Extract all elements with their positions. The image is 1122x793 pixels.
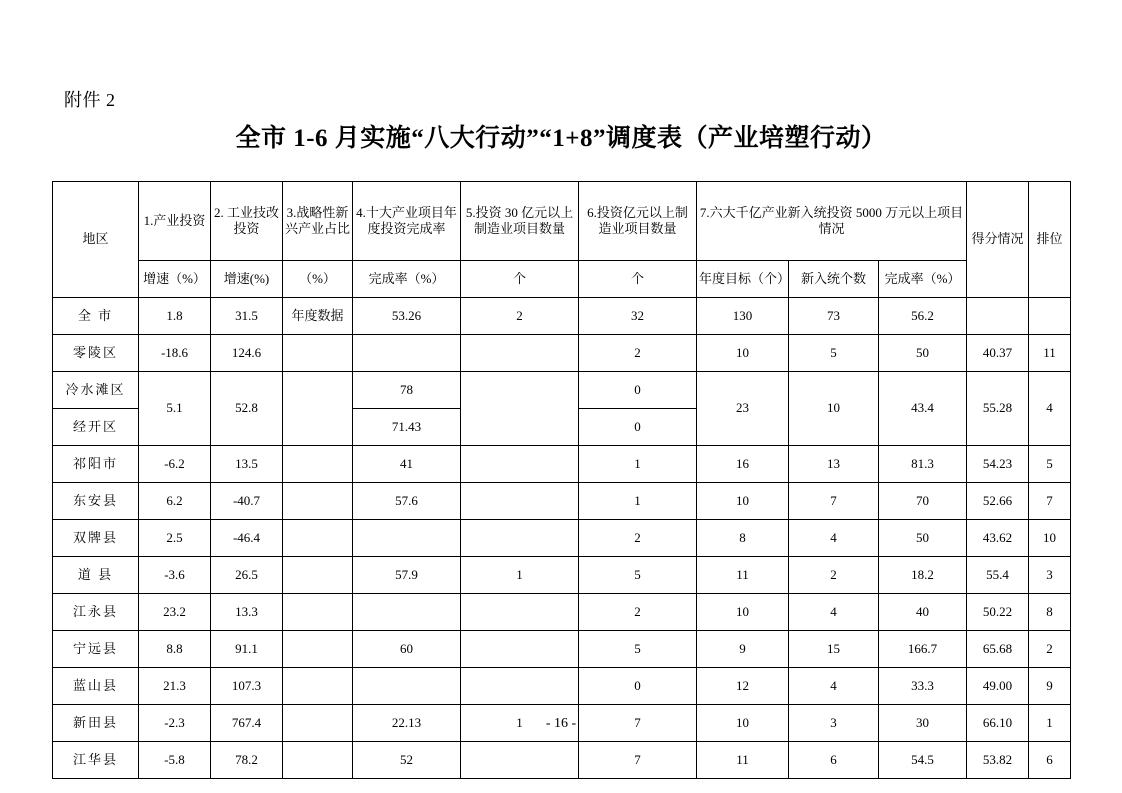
row-c4: 57.9: [353, 557, 461, 594]
row-c2: 124.6: [211, 335, 283, 372]
row-c4: [353, 668, 461, 705]
row-c4: [353, 520, 461, 557]
schedule-table: [52, 181, 1071, 779]
table-header-unit-row: [53, 261, 1071, 298]
row-c5: [461, 631, 579, 668]
row-c6: 0: [579, 372, 697, 409]
row-c2: 52.8: [211, 372, 283, 446]
table-row: [53, 298, 1071, 335]
table-row: [53, 594, 1071, 631]
row-c7: 11: [697, 742, 789, 779]
row-c3: [283, 446, 353, 483]
row-c8: 6: [789, 742, 879, 779]
table-row: [53, 446, 1071, 483]
row-c1: 2.5: [139, 520, 211, 557]
table-row: [53, 631, 1071, 668]
row-c2: 107.3: [211, 668, 283, 705]
row-c9: 166.7: [879, 631, 967, 668]
row-c1: 1.8: [139, 298, 211, 335]
row-region: 经开区: [53, 409, 139, 446]
row-score: 55.4: [967, 557, 1029, 594]
row-c1: -2.3: [139, 705, 211, 742]
row-c7: 9: [697, 631, 789, 668]
row-region: 道 县: [53, 557, 139, 594]
row-c4: [353, 335, 461, 372]
row-score: 52.66: [967, 483, 1029, 520]
row-c3: [283, 631, 353, 668]
row-c6: 0: [579, 668, 697, 705]
schedule-table-wrapper: [52, 181, 1070, 779]
row-score: 55.28: [967, 372, 1029, 446]
row-c6: 7: [579, 705, 697, 742]
row-c6: 32: [579, 298, 697, 335]
row-rank: 3: [1029, 557, 1071, 594]
row-c9: 43.4: [879, 372, 967, 446]
row-rank: 2: [1029, 631, 1071, 668]
row-c7: 10: [697, 335, 789, 372]
row-c5: 1: [461, 557, 579, 594]
row-c8: 4: [789, 520, 879, 557]
row-c8: 7: [789, 483, 879, 520]
header-col-5: 5.投资 30 亿元以上制造业项目数量: [461, 182, 579, 261]
row-rank: 10: [1029, 520, 1071, 557]
header-unit-6: 个: [579, 261, 697, 298]
row-c3: [283, 520, 353, 557]
header-unit-8: 新入统个数: [789, 261, 879, 298]
row-region: 江永县: [53, 594, 139, 631]
row-c3: [283, 594, 353, 631]
row-c2: 767.4: [211, 705, 283, 742]
row-c3: [283, 483, 353, 520]
row-c5: [461, 742, 579, 779]
row-rank: 4: [1029, 372, 1071, 446]
row-c5: [461, 668, 579, 705]
table-row: [53, 372, 1071, 409]
row-rank: [1029, 298, 1071, 335]
row-region: 冷水滩区: [53, 372, 139, 409]
row-region: 全 市: [53, 298, 139, 335]
row-c3: [283, 742, 353, 779]
row-c4: 60: [353, 631, 461, 668]
row-c1: -3.6: [139, 557, 211, 594]
row-c8: 2: [789, 557, 879, 594]
row-c6: 2: [579, 335, 697, 372]
header-col-2: 2. 工业技改投资: [211, 182, 283, 261]
row-c6: 0: [579, 409, 697, 446]
row-region: 宁远县: [53, 631, 139, 668]
header-rank: 排位: [1029, 182, 1071, 298]
header-unit-3: （%）: [283, 261, 353, 298]
row-c1: 23.2: [139, 594, 211, 631]
table-row: [53, 668, 1071, 705]
table-header-main-row: [53, 182, 1071, 261]
row-c1: 5.1: [139, 372, 211, 446]
row-c8: 13: [789, 446, 879, 483]
row-c2: 26.5: [211, 557, 283, 594]
header-unit-7: 年度目标（个）: [697, 261, 789, 298]
row-c9: 56.2: [879, 298, 967, 335]
table-row: [53, 483, 1071, 520]
row-rank: 7: [1029, 483, 1071, 520]
row-c4: 52: [353, 742, 461, 779]
row-c5: [461, 520, 579, 557]
row-c9: 33.3: [879, 668, 967, 705]
header-col-4: 4.十大产业项目年度投资完成率: [353, 182, 461, 261]
row-c9: 70: [879, 483, 967, 520]
header-col-7: 7.六大千亿产业新入统投资 5000 万元以上项目情况: [697, 182, 967, 261]
row-c5: [461, 446, 579, 483]
row-score: 66.10: [967, 705, 1029, 742]
row-score: [967, 298, 1029, 335]
row-c7: 130: [697, 298, 789, 335]
row-c9: 54.5: [879, 742, 967, 779]
row-c3: [283, 557, 353, 594]
row-c8: 5: [789, 335, 879, 372]
row-c7: 10: [697, 705, 789, 742]
row-c6: 1: [579, 446, 697, 483]
row-region: 新田县: [53, 705, 139, 742]
row-c3: [283, 668, 353, 705]
row-c7: 16: [697, 446, 789, 483]
row-c1: -6.2: [139, 446, 211, 483]
row-c9: 81.3: [879, 446, 967, 483]
row-c4: 57.6: [353, 483, 461, 520]
row-rank: 9: [1029, 668, 1071, 705]
row-rank: 8: [1029, 594, 1071, 631]
row-score: 43.62: [967, 520, 1029, 557]
row-c3: 年度数据: [283, 298, 353, 335]
row-region: 蓝山县: [53, 668, 139, 705]
row-c5: [461, 372, 579, 446]
header-col-1: 1.产业投资: [139, 182, 211, 261]
row-c5: [461, 594, 579, 631]
row-score: 65.68: [967, 631, 1029, 668]
row-c9: 50: [879, 335, 967, 372]
row-c9: 18.2: [879, 557, 967, 594]
row-c2: 91.1: [211, 631, 283, 668]
row-c5: [461, 483, 579, 520]
row-c1: -5.8: [139, 742, 211, 779]
row-region: 祁阳市: [53, 446, 139, 483]
row-score: 54.23: [967, 446, 1029, 483]
row-c4: 22.13: [353, 705, 461, 742]
row-c6: 1: [579, 483, 697, 520]
row-rank: 6: [1029, 742, 1071, 779]
row-c9: 40: [879, 594, 967, 631]
row-region: 东安县: [53, 483, 139, 520]
row-c5: 2: [461, 298, 579, 335]
row-c7: 12: [697, 668, 789, 705]
row-c9: 30: [879, 705, 967, 742]
row-c3: [283, 372, 353, 446]
row-c7: 23: [697, 372, 789, 446]
row-c4: 71.43: [353, 409, 461, 446]
header-score: 得分情况: [967, 182, 1029, 298]
row-c6: 2: [579, 520, 697, 557]
row-c3: [283, 335, 353, 372]
row-c8: 3: [789, 705, 879, 742]
row-c7: 10: [697, 483, 789, 520]
row-c1: 8.8: [139, 631, 211, 668]
row-c7: 8: [697, 520, 789, 557]
header-col-6: 6.投资亿元以上制造业项目数量: [579, 182, 697, 261]
row-score: 40.37: [967, 335, 1029, 372]
row-c6: 7: [579, 742, 697, 779]
row-c2: 13.3: [211, 594, 283, 631]
row-c5: 1: [461, 705, 579, 742]
row-c8: 4: [789, 594, 879, 631]
row-region: 江华县: [53, 742, 139, 779]
header-unit-2: 增速(%): [211, 261, 283, 298]
header-unit-1: 增速（%）: [139, 261, 211, 298]
row-c1: 21.3: [139, 668, 211, 705]
row-c4: 53.26: [353, 298, 461, 335]
page-number: - 16 -: [545, 716, 577, 731]
row-c4: 78: [353, 372, 461, 409]
row-score: 50.22: [967, 594, 1029, 631]
row-c6: 5: [579, 631, 697, 668]
attachment-label: 附件 2: [64, 90, 116, 110]
row-c8: 4: [789, 668, 879, 705]
row-c4: [353, 594, 461, 631]
row-score: 53.82: [967, 742, 1029, 779]
row-score: 49.00: [967, 668, 1029, 705]
row-c2: 78.2: [211, 742, 283, 779]
header-unit-9: 完成率（%）: [879, 261, 967, 298]
table-row: [53, 742, 1071, 779]
row-c1: 6.2: [139, 483, 211, 520]
row-c2: 13.5: [211, 446, 283, 483]
header-region: 地区: [53, 182, 139, 298]
row-c8: 10: [789, 372, 879, 446]
row-c2: -46.4: [211, 520, 283, 557]
row-c7: 11: [697, 557, 789, 594]
row-rank: 1: [1029, 705, 1071, 742]
row-c6: 5: [579, 557, 697, 594]
row-c8: 15: [789, 631, 879, 668]
row-c1: -18.6: [139, 335, 211, 372]
row-region: 零陵区: [53, 335, 139, 372]
row-rank: 11: [1029, 335, 1071, 372]
table-row: [53, 557, 1071, 594]
table-row: [53, 335, 1071, 372]
header-col-3: 3.战略性新兴产业占比: [283, 182, 353, 261]
header-unit-5: 个: [461, 261, 579, 298]
row-c5: [461, 335, 579, 372]
row-c2: -40.7: [211, 483, 283, 520]
row-rank: 5: [1029, 446, 1071, 483]
row-c2: 31.5: [211, 298, 283, 335]
page-title: 全市 1-6 月实施“八大行动”“1+8”调度表（产业培塑行动）: [235, 125, 887, 152]
row-c7: 10: [697, 594, 789, 631]
row-c9: 50: [879, 520, 967, 557]
row-c4: 41: [353, 446, 461, 483]
row-c6: 2: [579, 594, 697, 631]
row-region: 双牌县: [53, 520, 139, 557]
header-unit-4: 完成率（%）: [353, 261, 461, 298]
row-c8: 73: [789, 298, 879, 335]
table-row: [53, 520, 1071, 557]
